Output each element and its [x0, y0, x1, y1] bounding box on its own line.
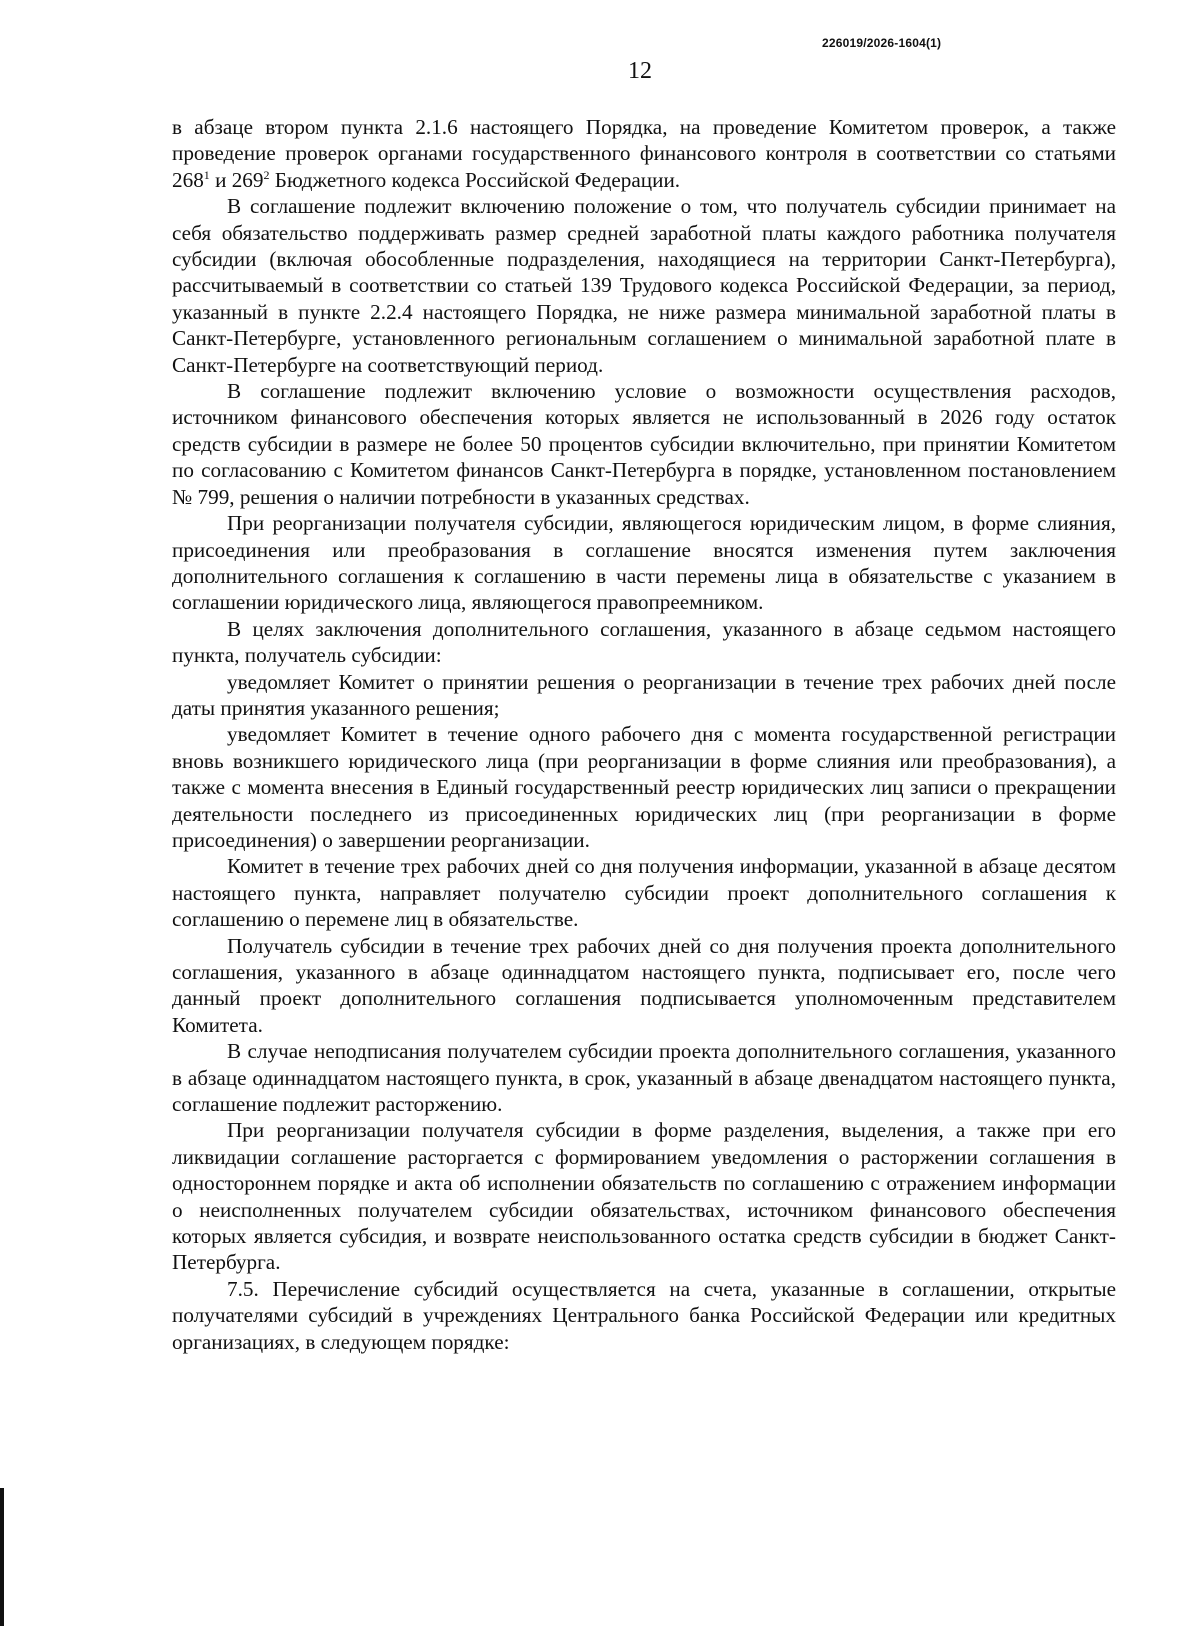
- paragraph-text: в абзаце втором пункта 2.1.6 настоящего Порядка, на проведение Комитетом проверок, а также проведение проверок органами государственного финансового контроля в соответствии со статьями 268: [172, 115, 1116, 192]
- paragraph-unused-balance: В соглашение подлежит включению условие о возможности осуществления расходов, источником финансового обеспечения которых является не использованный в 2026 году остаток средств субсидии в размере не более 50 процентов субсидии включительно, при принятии Комитетом по согласованию с Комитетом финансов Санкт-Петербурга в порядке, установленном постановлением № 799, решения о наличии потребности в указанных средствах.: [172, 379, 1116, 509]
- paragraph-non-signing: В случае неподписания получателем субсидии проекта дополнительного соглашения, указанного в абзаце одиннадцатом настоящего пункта, в срок, указанный в абзаце двенадцатом настоящего пункта, соглашение подлежит расторжению.: [172, 1039, 1116, 1117]
- paragraph-text: Бюджетного кодекса Российской Федерации.: [269, 167, 681, 192]
- paragraph-continuation: [172, 114, 1116, 193]
- superscript: 1: [203, 167, 210, 182]
- paragraph-notify-registration: уведомляет Комитет в течение одного рабочего дня с момента государственной регистрации вновь возникшего юридического лица (при реорганизации в форме слияния или преобразования), а также с момента внесения в Единый государственный реестр юридических лиц записи о прекращении деятельности последнего из присоединенных юридических лиц (при реорганизации в форме присоединения) о завершении реорганизации.: [172, 722, 1116, 852]
- paragraph-7-5-transfer: 7.5. Перечисление субсидий осуществляется на счета, указанные в соглашении, открытые получателями субсидий в учреждениях Центрального банка Российской Федерации или кредитных организациях, в следующем порядке:: [172, 1276, 1116, 1354]
- superscript: 2: [263, 167, 270, 182]
- paragraph-recipient-signs: Получатель субсидии в течение трех рабочих дней со дня получения проекта дополнительного соглашения, указанного в абзаце одиннадцатом настоящего пункта, подписывает его, после чего данный проект дополнительного соглашения подписывается уполномоченным представителем Комитета.: [172, 933, 1116, 1037]
- document-body: [172, 114, 1116, 1355]
- paragraph-notify-decision: уведомляет Комитет о принятии решения о реорганизации в течение трех рабочих дней после даты принятия указанного решения;: [172, 669, 1116, 720]
- paragraph-additional-agreement: В целях заключения дополнительного соглашения, указанного в абзаце седьмом настоящего пункта, получатель субсидии:: [172, 616, 1116, 668]
- paragraph-committee-sends-draft: Комитет в течение трех рабочих дней со дня получения информации, указанной в абзаце десятом настоящего пункта, направляет получателю субсидии проект дополнительного соглашения к соглашению о перемене лиц в обязательстве.: [172, 854, 1116, 932]
- paragraph-reorganization: При реорганизации получателя субсидии, являющегося юридическим лицом, в форме слияния, присоединения или преобразования в соглашение вносятся изменения путем заключения дополнительного соглашения к соглашению в части перемены лица в обязательстве с указанием в соглашении юридического лица, являющегося правопреемником.: [172, 511, 1116, 615]
- page-number: 12: [628, 58, 652, 84]
- document-id: 226019/2026-1604(1): [822, 36, 942, 50]
- scan-edge-mark: [0, 1488, 4, 1626]
- paragraph-division-liquidation: При реорганизации получателя субсидии в форме разделения, выделения, а также при его ликвидации соглашение расторгается с формированием уведомления о расторжении соглашения в одностороннем порядке и акта об исполнении обязательств по соглашению с отражением информации о неисполненных получателем субсидии обязательствах, источником финансового обеспечения которых является субсидия, и возврате неиспользованного остатка средств субсидии в бюджет Санкт-Петербурга.: [172, 1118, 1116, 1275]
- paragraph-text: и 269: [209, 167, 264, 192]
- paragraph-average-salary: В соглашение подлежит включению положение о том, что получатель субсидии принимает на себя обязательство поддерживать размер средней заработной платы каждого работника получателя субсидии (включая обособленные подразделения, находящиеся на территории Санкт-Петербурга), рассчитываемый в соответствии со статьей 139 Трудового кодекса Российской Федерации, за период, указанный в пункте 2.2.4 настоящего Порядка, не ниже размера минимальной заработной платы в Санкт-Петербурге, установленного региональным соглашением о минимальной заработной плате в Санкт-Петербурге на соответствующий период.: [172, 194, 1116, 377]
